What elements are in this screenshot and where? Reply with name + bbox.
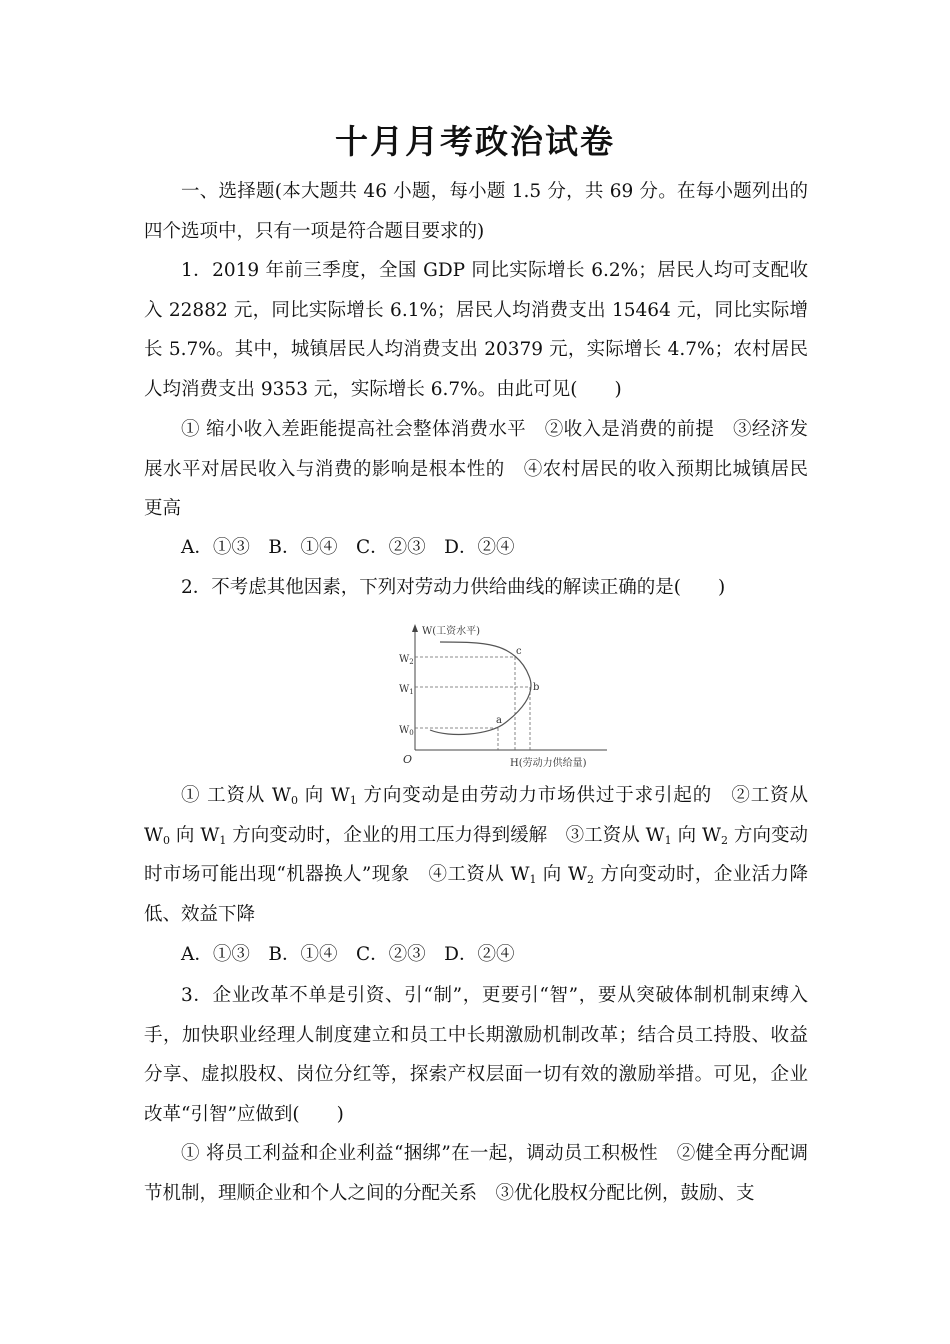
- labor-supply-curve-figure: [395, 620, 620, 770]
- question-1-options: A．①③ B．①④ C．②③ D．②④: [181, 537, 515, 558]
- section-header: 一、选择题(本大题共 46 小题，每小题 1.5 分，共 69 分。在每小题列出的四个选项中，只有一项是符合题目要求的): [144, 181, 808, 242]
- x-axis-label: H(劳动力供给量): [510, 758, 587, 769]
- question-1-statements: ① 缩小收入差距能提高社会整体消费水平 ②收入是消费的前提 ③经济发展水平对居民收入与消费的影响是根本性的 ④农村居民的收入预期比城镇居民更高: [144, 419, 808, 520]
- page-title: 十月月考政治试卷: [335, 122, 615, 161]
- w2-label: $W_2$: [399, 654, 414, 666]
- y-axis-label: W(工资水平): [422, 626, 481, 637]
- origin-label: O: [403, 753, 413, 766]
- question-2-statements: ① 工资从 $W_0$ 向 $W_1$ 方向变动是由劳动力市场供过于求引起的 ②工资从 $W_0$ 向 $W_1$ 方向变动时，企业的用工压力得到缓解 ③工资从 $W_1$ 向 $W_2$ 方向变动时市场可能出现“机器换人”现象 ④工资从 $W_1$ 向 $W_2$ 方向变动时，企业活力降低、效益下降: [144, 785, 808, 925]
- point-a-label: a: [496, 715, 502, 726]
- w0-label: $W_0$: [399, 725, 414, 737]
- point-b-label: b: [533, 682, 540, 693]
- question-1-stem: 1．2019 年前三季度，全国 GDP 同比实际增长 6.2%；居民人均可支配收入 22882 元，同比实际增长 6.1%；居民人均消费支出 15464 元，同比实际增长 5.7%。其中，城镇居民人均消费支出 20379 元，实际增长 4.7%；农村居民人均消费支出 9353 元，实际增长 6.7%。由此可见( ): [144, 260, 808, 400]
- y-axis-arrow: [412, 624, 418, 632]
- question-2-options: A．①③ B．①④ C．②③ D．②④: [181, 944, 515, 965]
- question-3-statements: ① 将员工利益和企业利益“捆绑”在一起，调动员工积极性 ②健全再分配调节机制，理顺企业和个人之间的分配关系 ③优化股权分配比例，鼓励、支: [144, 1143, 808, 1204]
- point-c-label: c: [516, 646, 522, 657]
- question-2-stem: 2．不考虑其他因素，下列对劳动力供给曲线的解读正确的是( ): [181, 577, 726, 598]
- question-3-stem: 3．企业改革不单是引资、引“制”，更要引“智”，要从突破体制机制束缚入手，加快职业经理人制度建立和员工中长期激励机制改革；结合员工持股、收益分享、虚拟股权、岗位分红等，探索产权层面一切有效的激励举措。可见，企业改革“引智”应做到( ): [144, 985, 808, 1125]
- w1-label: $W_1$: [399, 684, 414, 696]
